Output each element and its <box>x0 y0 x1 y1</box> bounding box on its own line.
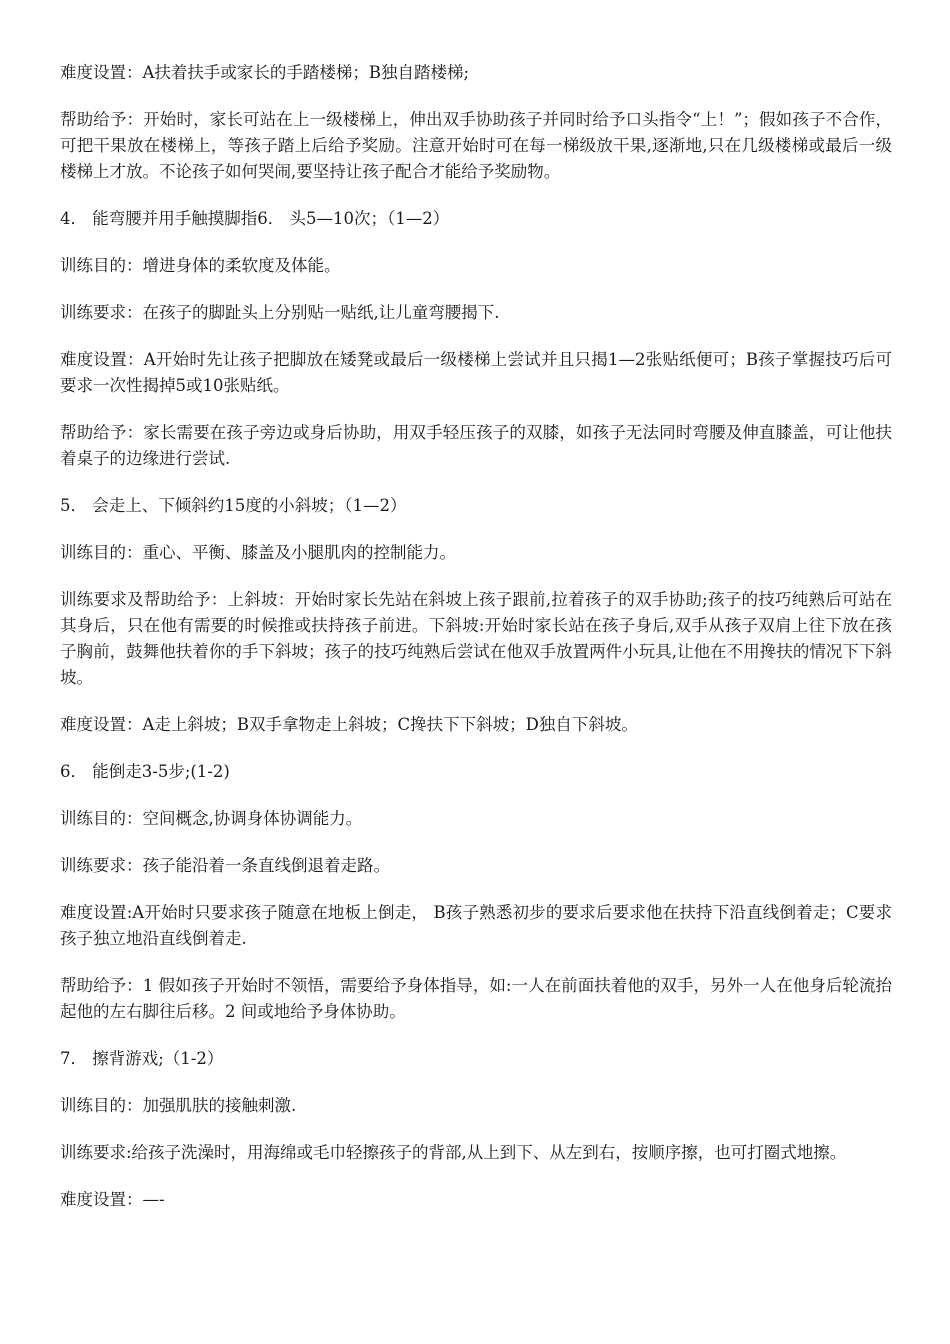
item-6-goal: 训练目的：空间概念,协调身体协调能力。 <box>60 809 363 828</box>
item-7-requirement: 训练要求:给孩子洗澡时，用海绵或毛巾轻擦孩子的背部,从上到下、从左到右，按顺序擦，也可打圈式地擦。 <box>60 1143 847 1162</box>
item-5-difficulty: 难度设置：A走上斜坡；B双手拿物走上斜坡；C搀扶下下斜坡；D独自下斜坡。 <box>60 715 638 734</box>
item-4-difficulty: 难度设置：A开始时先让孩子把脚放在矮凳或最后一级楼梯上尝试并且只揭1—2张贴纸便可；B孩子掌握技巧后可要求一次性揭掉5或10张贴纸。 <box>60 350 892 395</box>
document-page <box>60 60 892 1234</box>
item-7-goal: 训练目的：加强肌肤的接触刺激. <box>60 1096 297 1115</box>
item-6-requirement: 训练要求：孩子能沿着一条直线倒退着走路。 <box>60 856 390 875</box>
item-5-requirement-help: 训练要求及帮助给予：上斜坡：开始时家长先站在斜坡上孩子跟前,拉着孩子的双手协助;孩子的技巧纯熟后可站在其身后，只在他有需要的时候推或扶持孩子前进。下斜坡:开始时家长站在孩子身后,双手从孩子双肩上往下放在孩子胸前，鼓舞他扶着你的手下斜坡；孩子的技巧纯熟后尝试在他双手放置两件小玩具,让他在不用搀扶的情况下下斜坡。 <box>60 590 892 687</box>
item-4-goal: 训练目的：增进身体的柔软度及体能。 <box>60 256 341 275</box>
item-6-difficulty: 难度设置:A开始时只要求孩子随意在地板上倒走， B孩子熟悉初步的要求后要求他在扶持下沿直线倒着走；C要求孩子独立地沿直线倒着走. <box>60 903 892 948</box>
item-7-difficulty: 难度设置：—- <box>60 1190 165 1209</box>
item-5-heading: 5． 会走上、下倾斜约15度的小斜坡；（1—2） <box>60 496 407 515</box>
item-4-heading: 4． 能弯腰并用手触摸脚指6． 头5—10次；（1—2） <box>60 209 450 228</box>
item-6-heading: 6． 能倒走3-5步;(1-2) <box>60 762 230 781</box>
difficulty-setting-stairs: 难度设置：A扶着扶手或家长的手踏楼梯；B独自踏楼梯; <box>60 63 470 82</box>
item-4-help: 帮助给予：家长需要在孩子旁边或身后协助，用双手轻压孩子的双膝，如孩子无法同时弯腰及伸直膝盖，可让他扶着桌子的边缘进行尝试. <box>60 423 892 468</box>
item-6-help: 帮助给予：1 假如孩子开始时不领悟，需要给予身体指导，如:一人在前面扶着他的双手，另外一人在他身后轮流抬起他的左右脚往后移。2 间或地给予身体协助。 <box>60 976 892 1021</box>
help-given-stairs: 帮助给予：开始时，家长可站在上一级楼梯上，伸出双手协助孩子并同时给予口头指令“上！”；假如孩子不合作，可把干果放在楼梯上，等孩子踏上后给予奖励。注意开始时可在每一梯级放干果,逐渐地,只在几级楼梯或最后一级楼梯上才放。不论孩子如何哭闹,要坚持让孩子配合才能给予奖励物。 <box>60 110 892 181</box>
item-5-goal: 训练目的：重心、平衡、膝盖及小腿肌肉的控制能力。 <box>60 543 456 562</box>
item-4-requirement: 训练要求：在孩子的脚趾头上分别贴一贴纸,让儿童弯腰揭下. <box>60 303 500 322</box>
item-7-heading: 7． 擦背游戏;（1-2） <box>60 1049 224 1068</box>
